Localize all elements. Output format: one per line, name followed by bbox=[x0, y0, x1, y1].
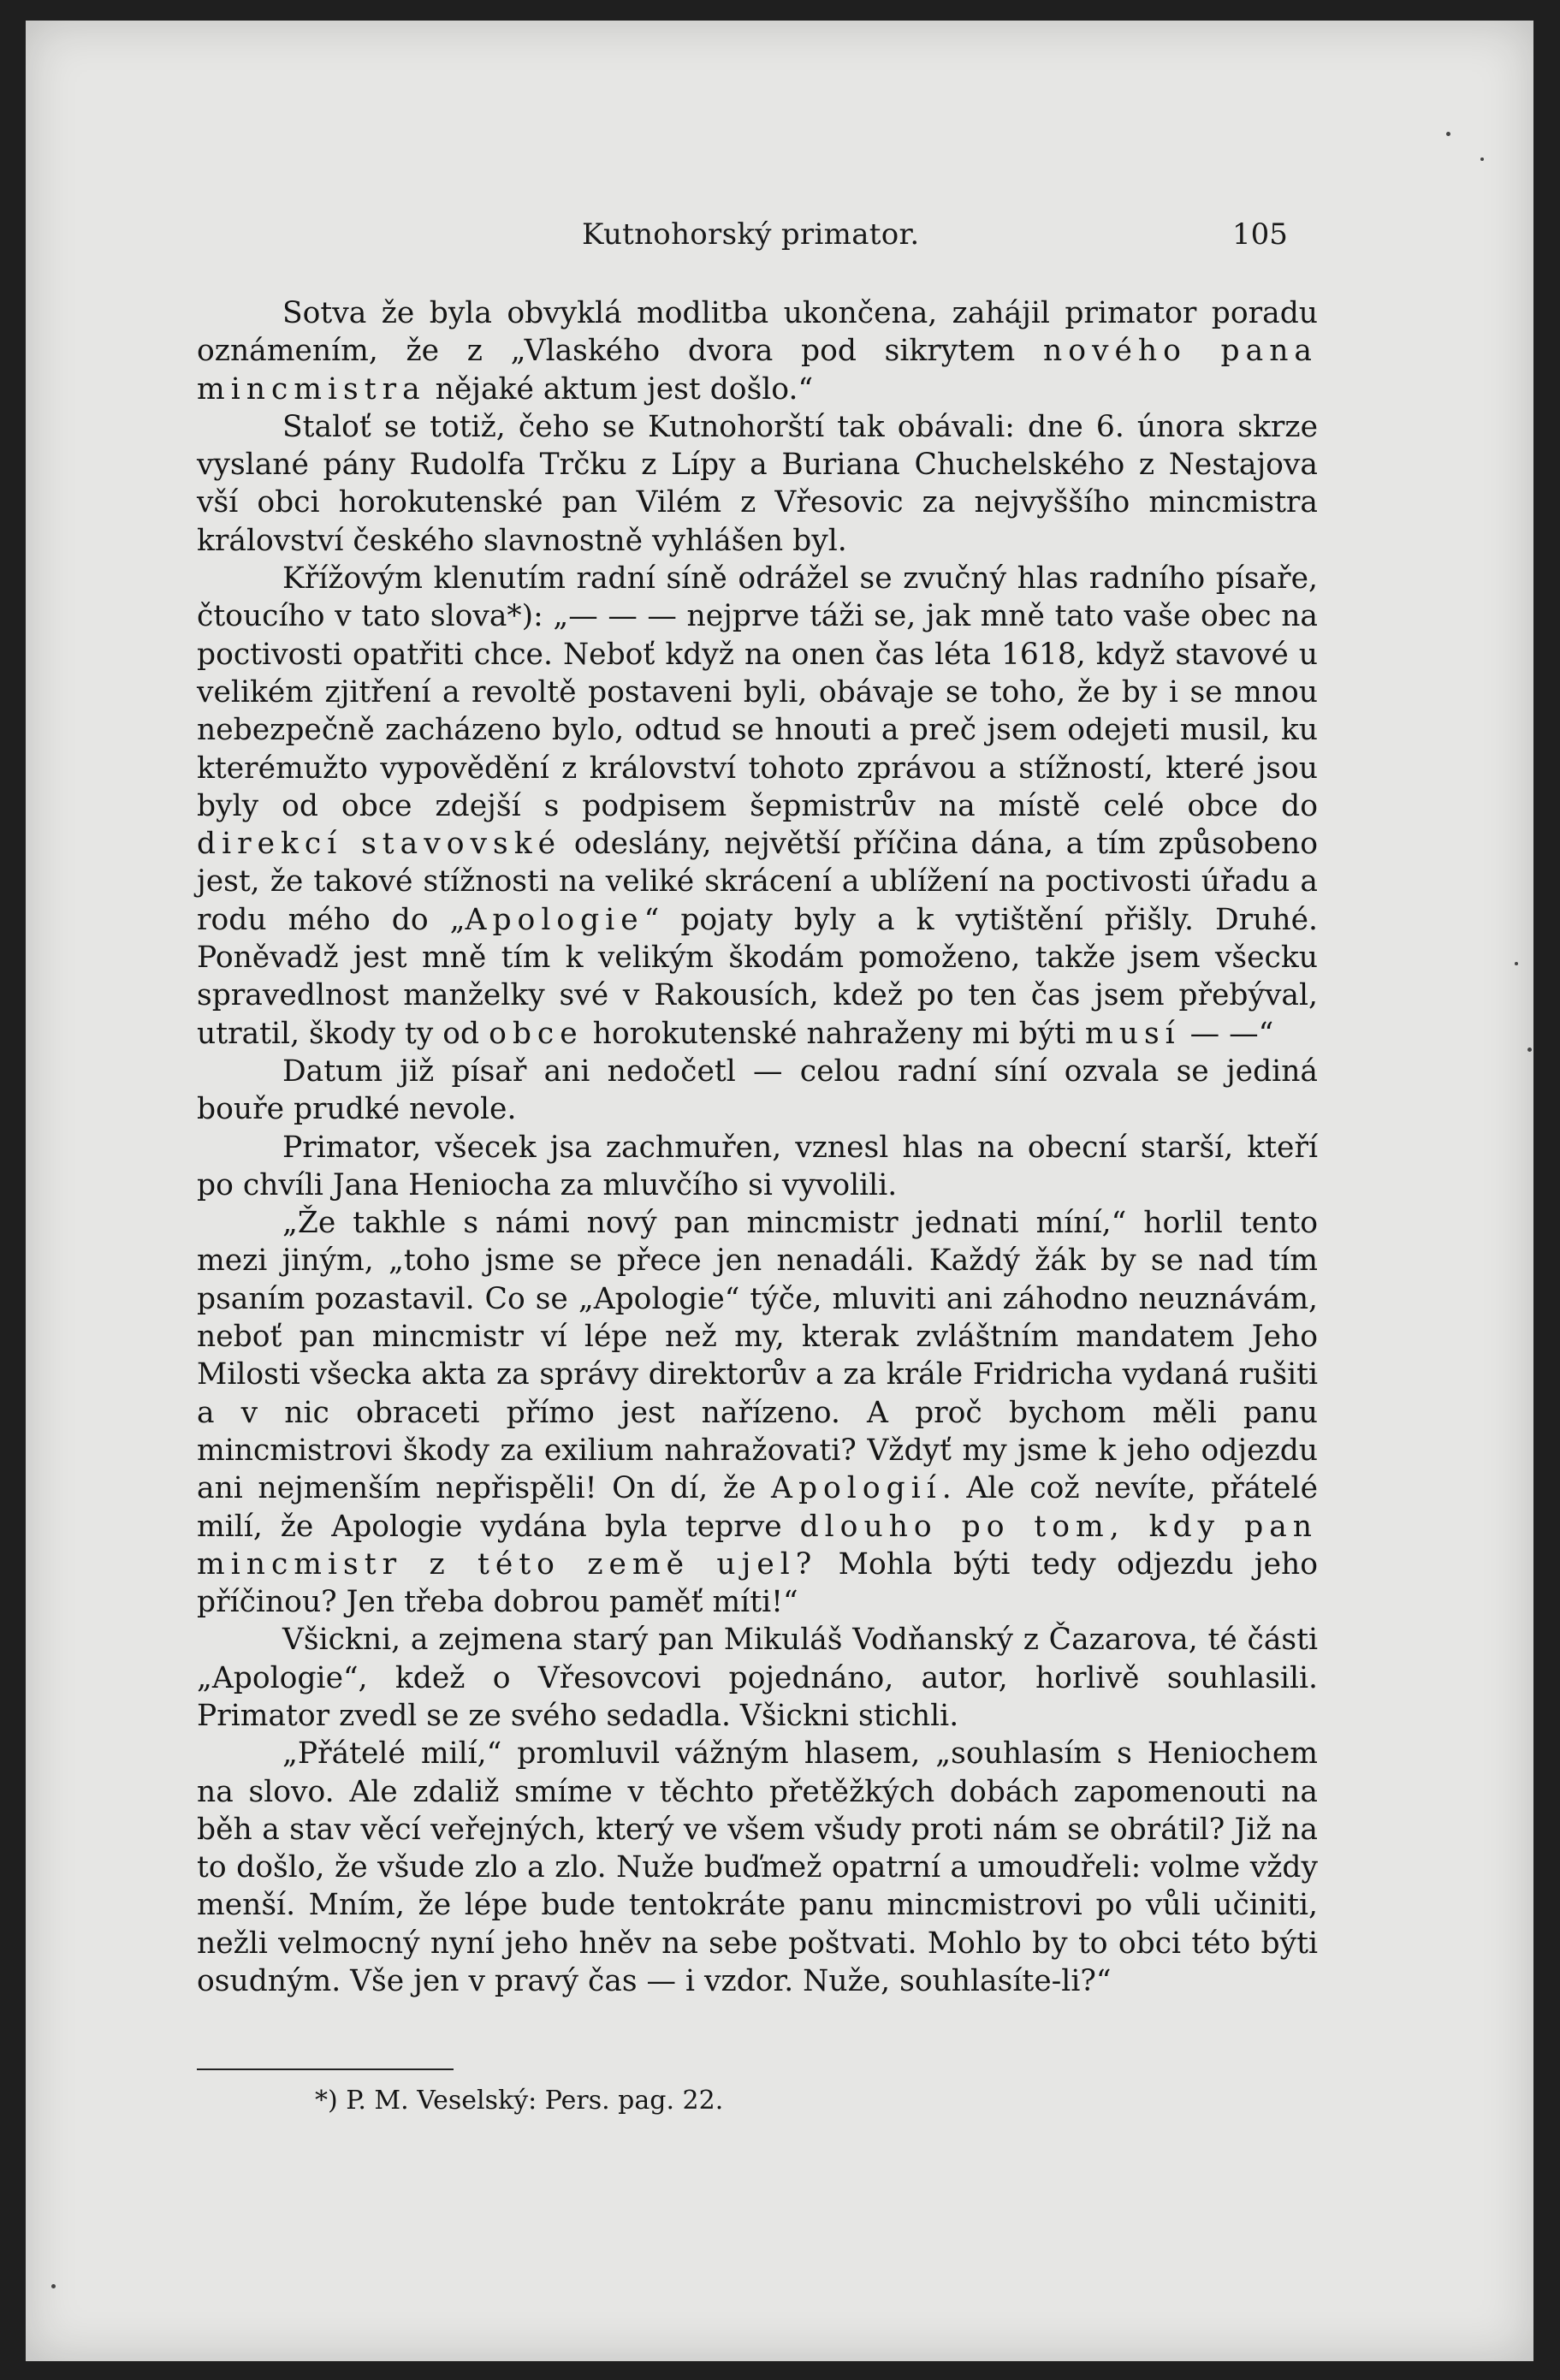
scan-speck bbox=[1446, 132, 1450, 136]
spaced-emphasis: nového pana mincmistra bbox=[197, 334, 1318, 407]
text-run: nějaké aktum jest došlo.“ bbox=[425, 371, 814, 407]
book-page bbox=[26, 21, 1533, 2361]
running-title: Kutnohorský primator. bbox=[582, 217, 920, 252]
paragraph bbox=[197, 294, 1318, 408]
scan-speck bbox=[1515, 962, 1518, 965]
text-run: Staloť se totiž, čeho se Kutnohorští tak obávali: dne 6. února skrze vyslané pány Rudolfa Trčku z Lípy a Buriana Chuchelského z Nestajova vší obci horokutenské pan Vilém z Vřesovic za nejvyššího mincmistra království českého slavnostně vyhlášen byl. bbox=[197, 409, 1318, 558]
text-run: Primator, všecek jsa zachmuřen, vznesl hlas na obecní starší, kteří po chvíli Jana Heniocha za mluvčího si vyvolili. bbox=[197, 1130, 1318, 1202]
body-text bbox=[197, 294, 1318, 2000]
text-run: Křížovým klenutím radní síně odrážel se zvučný hlas radního písaře, čtoucího v tato slova*): „— — — nejprve táži se, jak mně tato vaše obec na poctivosti opatřiti chce. Neboť když na onen čas léta 1618, když stavové u velikém zjitření a revoltě postaveni byli, obávaje se toho, že by i se mnou nebezpečně zacházeno bylo, odtud se hnouti a preč jsem odejeti musil, ku kterémužto vypovědění z království tohoto zprávou a stížností, které jsou byly od obce zdejší s podpisem šepmistrův na místě celé obce do bbox=[197, 561, 1318, 823]
scan-speck bbox=[1480, 157, 1484, 161]
spaced-emphasis: dlouho po tom, kdy pan mincmistr z této země ujel? bbox=[197, 1509, 1318, 1582]
paragraph bbox=[197, 1053, 1318, 1129]
spaced-emphasis: musí bbox=[1085, 1016, 1181, 1051]
text-run: „Přátelé milí,“ promluvil vážným hlasem, „souhlasím s Heniochem na slovo. Ale zdaliž smíme v těchto přetěžkých dobách zapomenouti na běh a stav věcí veřejných, který ve všem všudy proti nám se obrátil? Již na to došlo, že všude zlo a zlo. Nuže buďmež opatrní a umoudřeli: volme vždy menší. Mním, že lépe bude tentokráte panu mincmistrovi po vůli učiniti, nežli velmocný nyní jeho hněv na sebe poštvati. Mohlo by to obci této býti osudným. Vše jen v pravý čas — i vzdor. Nuže, souhlasíte-li?“ bbox=[197, 1736, 1318, 1999]
spaced-emphasis: Apologie bbox=[465, 902, 644, 937]
text-run: Datum již písař ani nedočetl — celou radní síní ozvala se jediná bouře prudké nevole. bbox=[197, 1053, 1318, 1127]
page-number: 105 bbox=[1232, 217, 1288, 252]
text-run: Všickni, a zejmena starý pan Mikuláš Vodňanský z Čazarova, té části „Apologie“, kdež o Vřesovcovi pojednáno, autor, horlivě souhlasili. Primator zvedl se ze svého sedadla. Všickni stichli. bbox=[197, 1623, 1318, 1733]
text-run: “ pojaty byly a k vytištění přišly. Druhé. Poněvadž jest mně tím k velikým škodám pomoženo, takže jsem všecku spravedlnost manželky své v Rakousích, kdež po ten čas jsem přebýval, utratil, škody ty od bbox=[197, 902, 1318, 1051]
text-run: odeslány, největší příčina dána, a tím způsobeno jest, že takové stížnosti na veliké skrácení a ublížení na poctivosti úřadu a rodu mého do „ bbox=[197, 827, 1318, 937]
paragraph bbox=[197, 1204, 1318, 1621]
text-run: horokutenské nahraženy mi býti bbox=[583, 1016, 1086, 1051]
text-run: — —“ bbox=[1180, 1016, 1274, 1051]
scan-speck bbox=[51, 2284, 56, 2288]
text-run: Sotva že byla obvyklá modlitba ukončena, zahájil primator poradu oznámením, že z „Vlaského dvora pod sikrytem bbox=[197, 296, 1318, 369]
page-header bbox=[26, 200, 1533, 252]
spaced-emphasis: direkcí stavovské bbox=[197, 827, 562, 862]
paragraph bbox=[197, 1735, 1318, 2000]
spaced-emphasis: obce bbox=[489, 1016, 584, 1051]
text-run: Mohla býti tedy odjezdu jeho příčinou? Jen třeba dobrou paměť míti!“ bbox=[197, 1546, 1318, 1620]
paragraph bbox=[197, 408, 1318, 560]
text-run: . Ale což nevíte, přátelé milí, že Apologie vydána byla teprve bbox=[197, 1471, 1318, 1544]
scan-speck bbox=[1527, 1048, 1532, 1052]
paragraph bbox=[197, 1621, 1318, 1735]
footnote-rule bbox=[197, 2068, 454, 2070]
paragraph bbox=[197, 560, 1318, 1053]
text-run: „Že takhle s námi nový pan mincmistr jednati míní,“ horlil tento mezi jiným, „toho jsme se přece jen nenadáli. Každý žák by se nad tím psaním pozastavil. Co se „Apologie“ týče, mluviti ani záhodno neuznávám, neboť pan mincmistr ví lépe než my, kterak zvláštním mandatem Jeho Milosti všecka akta za správy direktorův a za krále Fridricha vydaná rušiti a v nic obraceti přímo jest nařízeno. A proč bychom měli panu mincmistrovi škody za exilium nahražovati? Vždyť my jsme k jeho odjezdu ani nejmenším nepřispěli! On dí, že bbox=[197, 1206, 1318, 1506]
spaced-emphasis: Apologií bbox=[771, 1471, 942, 1506]
paragraph bbox=[197, 1129, 1318, 1205]
footnote: *) P. M. Veselský: Pers. pag. 22. bbox=[315, 2086, 724, 2116]
